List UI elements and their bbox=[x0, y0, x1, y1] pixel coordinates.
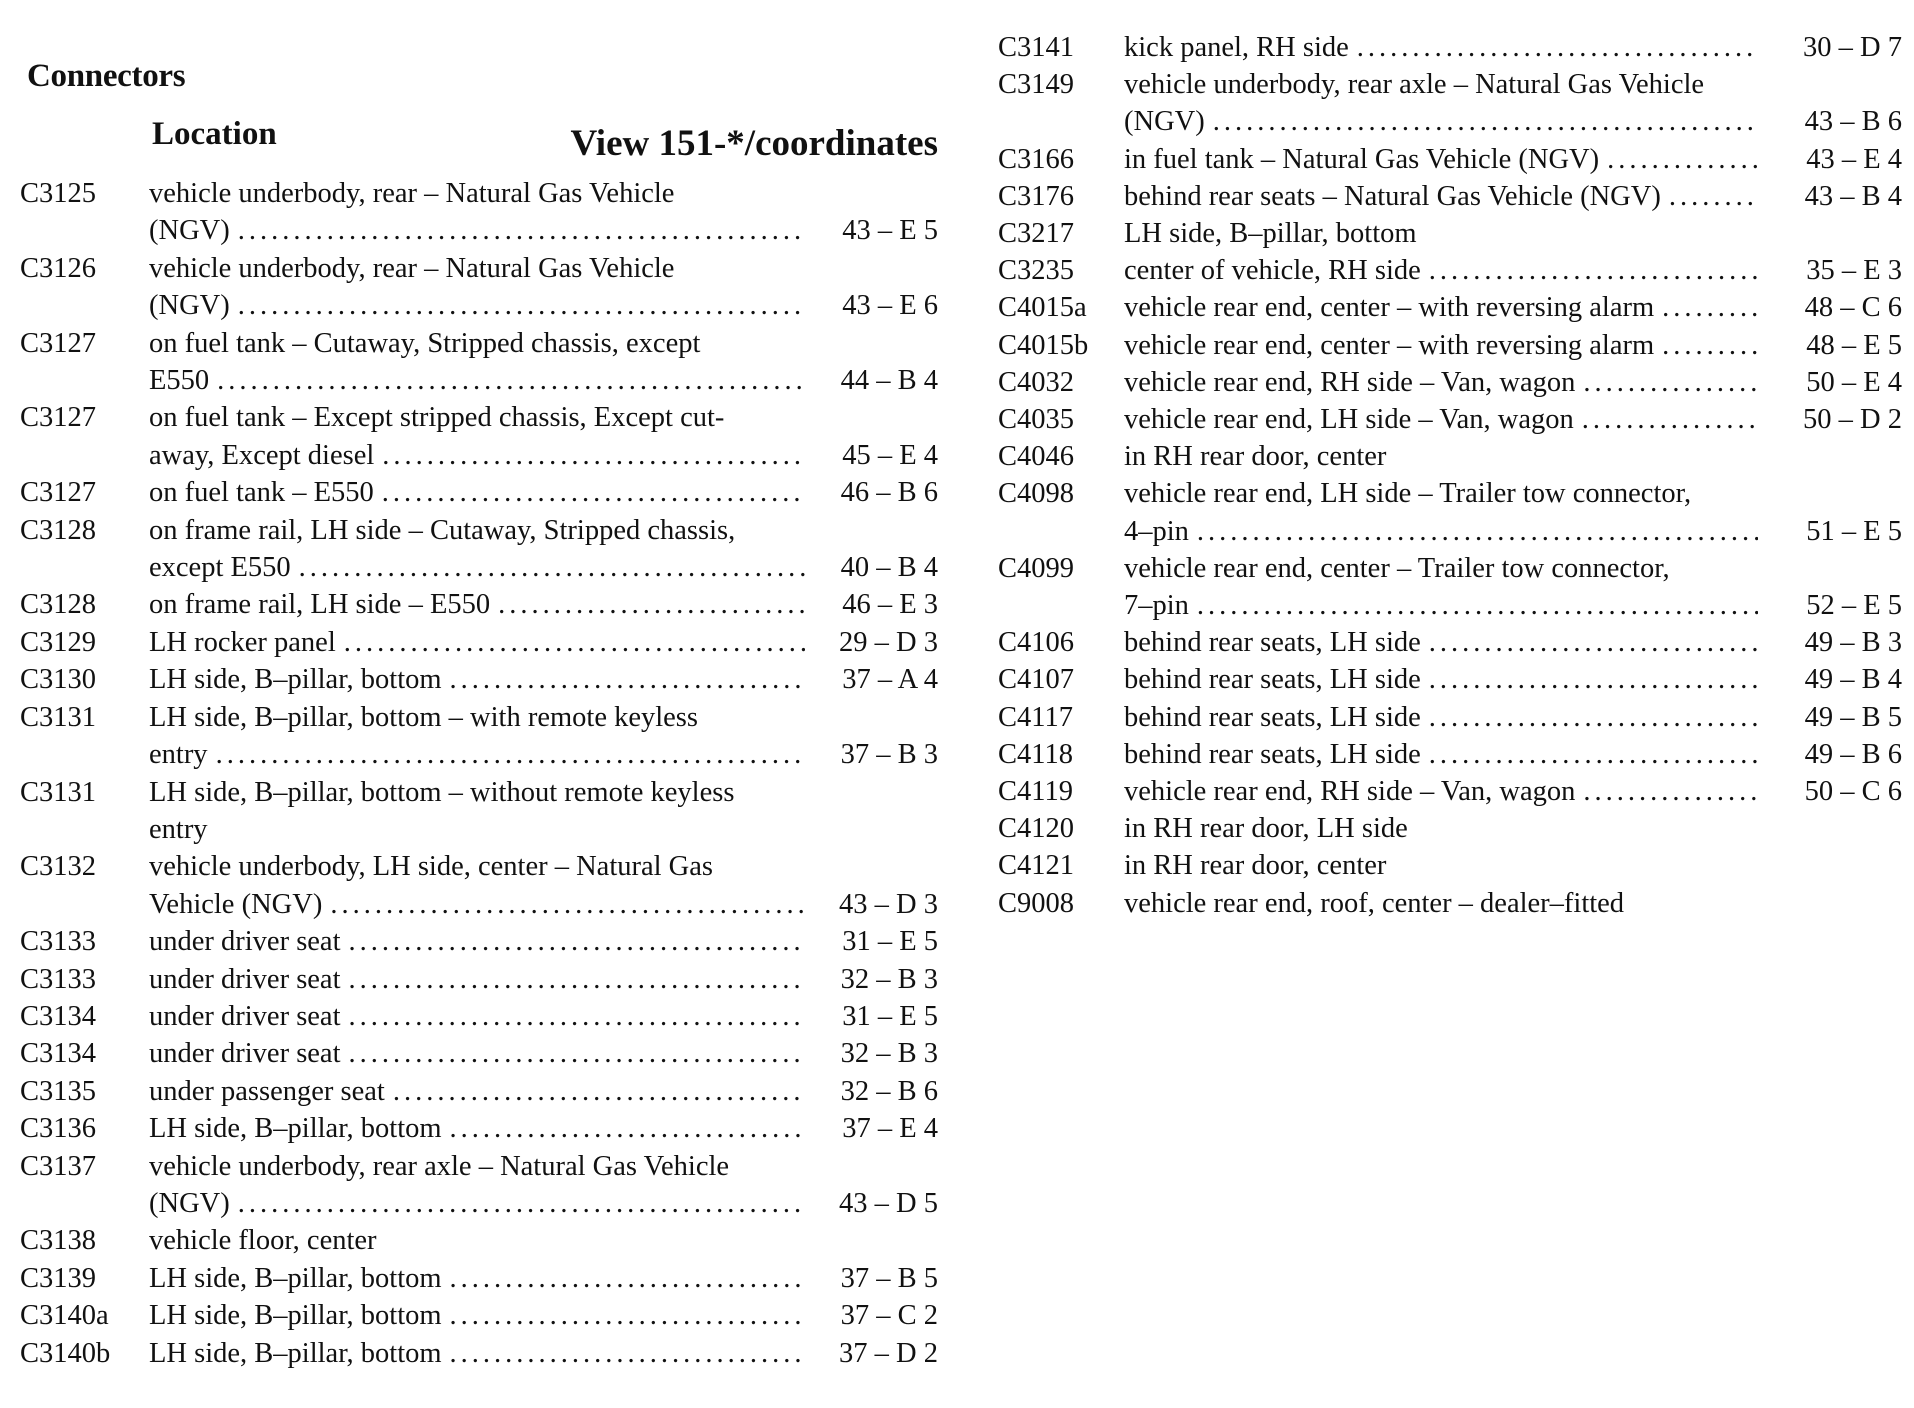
view-coordinate: 46 – E 3 bbox=[842, 589, 938, 621]
connector-location bbox=[1124, 29, 1762, 66]
connector-id: C4098 bbox=[998, 478, 1075, 510]
view-coordinate: 43 – E 4 bbox=[1806, 143, 1902, 175]
connector-entry bbox=[20, 1222, 940, 1259]
location-text-line: LH rocker panel bbox=[149, 626, 336, 658]
connector-location bbox=[149, 1073, 809, 1110]
dot-leader bbox=[349, 998, 806, 1035]
location-text-line: in fuel tank – Natural Gas Vehicle (NGV) bbox=[1124, 143, 1600, 175]
location-text-line: vehicle underbody, rear axle – Natural Gas Vehicle bbox=[149, 1150, 730, 1182]
connector-id: C3141 bbox=[998, 32, 1075, 63]
location-text-line: vehicle underbody, rear – Natural Gas Vehicle bbox=[149, 252, 675, 284]
dot-leader bbox=[450, 1297, 805, 1334]
connector-entry bbox=[998, 624, 1904, 661]
connector-id: C4117 bbox=[998, 701, 1073, 733]
connector-id: C3136 bbox=[20, 1113, 97, 1145]
connector-entry bbox=[20, 1073, 940, 1110]
connector-entry bbox=[20, 998, 940, 1035]
dot-leader bbox=[1429, 736, 1758, 773]
connector-id: C4015b bbox=[998, 329, 1089, 361]
location-text-line: (NGV) bbox=[149, 215, 230, 247]
connector-entry bbox=[998, 550, 1904, 624]
location-text-line: vehicle rear end, center – Trailer tow connector, bbox=[1124, 552, 1670, 584]
view-coordinate: 49 – B 4 bbox=[1804, 664, 1902, 696]
view-coordinate: 49 – B 6 bbox=[1804, 738, 1902, 770]
connector-location bbox=[149, 961, 809, 998]
page-title: Connectors bbox=[27, 58, 186, 94]
location-text-line: vehicle underbody, rear axle – Natural Gas Vehicle bbox=[1124, 69, 1705, 101]
dot-leader bbox=[382, 437, 805, 474]
connector-entry bbox=[998, 289, 1904, 326]
location-text-line: vehicle rear end, roof, center – dealer–fitted bbox=[1124, 887, 1625, 919]
connector-id: C3140a bbox=[20, 1300, 109, 1332]
connector-entry bbox=[998, 699, 1904, 736]
connector-entry bbox=[998, 810, 1904, 847]
view-coordinate: 30 – D 7 bbox=[1803, 32, 1902, 63]
connector-entry bbox=[998, 327, 1904, 364]
location-text-line: entry bbox=[149, 739, 208, 771]
dot-leader bbox=[1583, 364, 1758, 401]
connector-entry bbox=[20, 624, 940, 661]
location-text-line: on fuel tank – Cutaway, Stripped chassis, except bbox=[149, 327, 701, 359]
connector-location bbox=[1124, 401, 1762, 438]
connector-location bbox=[1124, 624, 1762, 661]
connector-location bbox=[1124, 550, 1762, 624]
location-text-line: under driver seat bbox=[149, 1038, 341, 1070]
view-coordinate: 52 – E 5 bbox=[1806, 590, 1902, 622]
connector-entry bbox=[998, 885, 1904, 922]
connector-id: C3127 bbox=[20, 477, 97, 509]
connector-location bbox=[1124, 475, 1762, 549]
connector-id: C3166 bbox=[998, 143, 1075, 175]
view-coordinates-column-header: View 151-*/coordinates bbox=[570, 123, 938, 164]
view-coordinate: 43 – E 6 bbox=[842, 290, 938, 322]
location-text-line: 4–pin bbox=[1124, 515, 1189, 547]
connector-id: C3135 bbox=[20, 1075, 97, 1107]
connector-entry bbox=[998, 29, 1904, 66]
dot-leader bbox=[1583, 773, 1758, 810]
location-text-line: in RH rear door, center bbox=[1124, 850, 1387, 882]
location-text-line: in RH rear door, LH side bbox=[1124, 813, 1408, 845]
connector-id: C3131 bbox=[20, 776, 97, 808]
connector-location bbox=[1124, 66, 1762, 140]
connector-location bbox=[1124, 438, 1762, 475]
dot-leader bbox=[299, 549, 805, 586]
dot-leader bbox=[1662, 327, 1758, 364]
connector-location bbox=[1124, 885, 1762, 922]
location-text-line: behind rear seats, LH side bbox=[1124, 627, 1421, 659]
connector-id: C3126 bbox=[20, 252, 97, 284]
connector-location bbox=[1124, 661, 1762, 698]
view-coordinate: 35 – E 3 bbox=[1806, 255, 1902, 287]
connector-id: C3127 bbox=[20, 402, 97, 434]
connector-location bbox=[149, 661, 809, 698]
dot-leader bbox=[393, 1073, 805, 1110]
connector-id: C4118 bbox=[998, 738, 1073, 770]
dot-leader bbox=[382, 474, 805, 511]
connector-location bbox=[149, 474, 809, 511]
view-coordinate: 37 – B 3 bbox=[840, 739, 938, 771]
connector-entry bbox=[20, 512, 940, 587]
connector-id: C3137 bbox=[20, 1150, 97, 1182]
view-coordinate: 43 – B 4 bbox=[1804, 180, 1902, 212]
location-text-line: except E550 bbox=[149, 552, 291, 584]
location-text-line: LH side, B–pillar, bottom bbox=[149, 1113, 442, 1145]
view-coordinate: 37 – C 2 bbox=[840, 1300, 938, 1332]
connector-entry bbox=[20, 1035, 940, 1072]
connector-location bbox=[149, 998, 809, 1035]
connector-location bbox=[149, 1335, 809, 1372]
view-coordinate: 31 – E 5 bbox=[842, 1000, 938, 1032]
location-text-line: on frame rail, LH side – Cutaway, Stripped chassis, bbox=[149, 514, 736, 546]
connector-location bbox=[1124, 773, 1762, 810]
location-text-line: vehicle rear end, RH side – Van, wagon bbox=[1124, 776, 1576, 808]
view-coordinate: 37 – B 5 bbox=[840, 1262, 938, 1294]
dot-leader bbox=[349, 1035, 806, 1072]
view-coordinate: 45 – E 4 bbox=[842, 439, 938, 471]
location-text-line: vehicle underbody, LH side, center – Natural Gas bbox=[149, 851, 713, 883]
connector-entry bbox=[20, 699, 940, 774]
connector-entry bbox=[20, 474, 940, 511]
connector-entry bbox=[20, 1110, 940, 1147]
location-text-line: behind rear seats, LH side bbox=[1124, 664, 1421, 696]
view-coordinate: 32 – B 6 bbox=[840, 1075, 938, 1107]
connector-entry bbox=[20, 961, 940, 998]
location-text-line: vehicle floor, center bbox=[149, 1225, 377, 1257]
connector-id: C3128 bbox=[20, 514, 97, 546]
connector-id: C3217 bbox=[998, 218, 1075, 250]
location-text-line: vehicle rear end, RH side – Van, wagon bbox=[1124, 366, 1576, 398]
connector-list-right bbox=[998, 29, 1904, 922]
connector-id: C3134 bbox=[20, 1038, 97, 1070]
dot-leader bbox=[349, 923, 806, 960]
dot-leader bbox=[330, 886, 805, 923]
connector-id: C3132 bbox=[20, 851, 97, 883]
connector-location bbox=[149, 1035, 809, 1072]
location-column-header: Location bbox=[152, 116, 277, 152]
location-text-line: under driver seat bbox=[149, 926, 341, 958]
location-text-line: center of vehicle, RH side bbox=[1124, 255, 1421, 287]
connector-entry bbox=[20, 175, 940, 250]
view-coordinate: 49 – B 3 bbox=[1804, 627, 1902, 659]
location-text-line: LH side, B–pillar, bottom bbox=[149, 1300, 442, 1332]
dot-leader bbox=[1429, 252, 1758, 289]
connector-id: C3133 bbox=[20, 963, 97, 995]
connector-entry bbox=[998, 401, 1904, 438]
view-coordinate: 31 – E 5 bbox=[842, 926, 938, 958]
location-text-line: (NGV) bbox=[149, 1187, 230, 1219]
connector-id: C3131 bbox=[20, 701, 97, 733]
location-text-line: vehicle underbody, rear – Natural Gas Vehicle bbox=[149, 178, 675, 209]
dot-leader bbox=[450, 661, 805, 698]
location-text-line: 7–pin bbox=[1124, 590, 1189, 622]
dot-leader bbox=[498, 586, 805, 623]
connector-entry bbox=[20, 923, 940, 960]
dot-leader bbox=[1429, 661, 1758, 698]
location-text-line: away, Except diesel bbox=[149, 439, 375, 471]
location-text-line: in RH rear door, center bbox=[1124, 441, 1387, 473]
dot-leader bbox=[450, 1335, 805, 1372]
location-text-line: under driver seat bbox=[149, 1000, 341, 1032]
view-coordinate: 37 – A 4 bbox=[842, 664, 938, 696]
view-coordinate: 37 – E 4 bbox=[842, 1113, 938, 1145]
dot-leader bbox=[238, 212, 805, 249]
connector-id: C4032 bbox=[998, 366, 1075, 398]
connector-entry bbox=[20, 661, 940, 698]
connector-location bbox=[1124, 364, 1762, 401]
connector-location bbox=[149, 1260, 809, 1297]
connector-id: C4120 bbox=[998, 813, 1075, 845]
view-coordinate: 51 – E 5 bbox=[1806, 515, 1902, 547]
connector-id: C4107 bbox=[998, 664, 1075, 696]
connector-location bbox=[1124, 289, 1762, 326]
connector-id: C3140b bbox=[20, 1337, 111, 1369]
location-text-line: LH side, B–pillar, bottom – with remote keyless bbox=[149, 701, 698, 733]
location-text-line: LH side, B–pillar, bottom bbox=[149, 664, 442, 696]
dot-leader bbox=[238, 1185, 805, 1222]
location-text-line: (NGV) bbox=[1124, 106, 1205, 138]
connector-entry bbox=[20, 1148, 940, 1223]
connector-location bbox=[1124, 327, 1762, 364]
connector-id: C4099 bbox=[998, 552, 1075, 584]
location-text-line: LH side, B–pillar, bottom bbox=[1124, 218, 1417, 250]
connector-location bbox=[149, 512, 809, 587]
dot-leader bbox=[1429, 624, 1758, 661]
location-text-line: Vehicle (NGV) bbox=[149, 888, 323, 920]
connector-entry bbox=[998, 847, 1904, 884]
location-text-line: behind rear seats – Natural Gas Vehicle (NGV) bbox=[1124, 180, 1661, 212]
connector-id: C3138 bbox=[20, 1225, 97, 1257]
view-coordinate: 50 – E 4 bbox=[1806, 366, 1902, 398]
connector-entry bbox=[20, 774, 940, 849]
view-coordinate: 37 – D 2 bbox=[839, 1337, 938, 1369]
connector-id: C3133 bbox=[20, 926, 97, 958]
dot-leader bbox=[1662, 289, 1758, 326]
connector-entry bbox=[998, 215, 1904, 252]
connector-location bbox=[149, 250, 809, 325]
location-text-line: behind rear seats, LH side bbox=[1124, 701, 1421, 733]
connector-entry bbox=[998, 661, 1904, 698]
connector-id: C3128 bbox=[20, 589, 97, 621]
connector-entry bbox=[998, 66, 1904, 140]
connector-location bbox=[1124, 215, 1762, 252]
view-coordinate: 32 – B 3 bbox=[840, 1038, 938, 1070]
connector-list-left bbox=[20, 175, 940, 1372]
connector-location bbox=[1124, 141, 1762, 178]
dot-leader bbox=[217, 362, 805, 399]
connector-entry bbox=[20, 250, 940, 325]
connector-id: C3125 bbox=[20, 178, 97, 209]
connector-entry bbox=[998, 773, 1904, 810]
view-coordinate: 48 – C 6 bbox=[1804, 292, 1902, 324]
location-text-line: vehicle rear end, LH side – Trailer tow connector, bbox=[1124, 478, 1692, 510]
dot-leader bbox=[349, 961, 806, 998]
connector-entry bbox=[20, 848, 940, 923]
connector-location bbox=[149, 699, 809, 774]
connector-entry bbox=[20, 399, 940, 474]
connector-entry bbox=[20, 1260, 940, 1297]
connector-id: C4106 bbox=[998, 627, 1075, 659]
location-text-line: kick panel, RH side bbox=[1124, 32, 1349, 63]
connector-location bbox=[149, 774, 809, 849]
connector-entry bbox=[998, 364, 1904, 401]
connector-entry bbox=[998, 475, 1904, 549]
connector-id: C3139 bbox=[20, 1262, 97, 1294]
dot-leader bbox=[1213, 103, 1758, 140]
connector-location bbox=[149, 1148, 809, 1223]
location-text-line: on fuel tank – Except stripped chassis, Except cut- bbox=[149, 402, 725, 434]
connector-location bbox=[149, 1110, 809, 1147]
connector-id: C3134 bbox=[20, 1000, 97, 1032]
view-coordinate: 40 – B 4 bbox=[840, 552, 938, 584]
connector-location bbox=[149, 848, 809, 923]
connector-entry bbox=[20, 1297, 940, 1334]
connector-location bbox=[1124, 736, 1762, 773]
dot-leader bbox=[1582, 401, 1758, 438]
view-coordinate: 43 – D 3 bbox=[839, 888, 938, 920]
connector-entry bbox=[998, 178, 1904, 215]
connector-id: C3130 bbox=[20, 664, 97, 696]
connector-location bbox=[1124, 810, 1762, 847]
view-coordinate: 29 – D 3 bbox=[839, 626, 938, 658]
view-coordinate: 46 – B 6 bbox=[840, 477, 938, 509]
dot-leader bbox=[450, 1260, 805, 1297]
connector-entry bbox=[20, 325, 940, 400]
dot-leader bbox=[1357, 29, 1758, 66]
connector-id: C4121 bbox=[998, 850, 1075, 882]
dot-leader bbox=[216, 736, 805, 773]
connector-id: C4015a bbox=[998, 292, 1087, 324]
location-text-line: on fuel tank – E550 bbox=[149, 477, 374, 509]
location-text-line: vehicle rear end, center – with reversing alarm bbox=[1124, 329, 1655, 361]
connector-location bbox=[149, 923, 809, 960]
connector-id: C3176 bbox=[998, 180, 1075, 212]
connector-id: C3127 bbox=[20, 327, 97, 359]
location-text-line: LH side, B–pillar, bottom – without remote keyless bbox=[149, 776, 735, 808]
dot-leader bbox=[238, 287, 805, 324]
location-text-line: (NGV) bbox=[149, 290, 230, 322]
dot-leader bbox=[344, 624, 805, 661]
location-text-line: vehicle rear end, center – with reversing alarm bbox=[1124, 292, 1655, 324]
connector-entry bbox=[20, 586, 940, 623]
connector-id: C3235 bbox=[998, 255, 1075, 287]
view-coordinate: 49 – B 5 bbox=[1804, 701, 1902, 733]
connector-entry bbox=[20, 1335, 940, 1372]
connector-location bbox=[149, 175, 809, 250]
connector-location bbox=[1124, 252, 1762, 289]
connector-location bbox=[1124, 178, 1762, 215]
view-coordinate: 48 – E 5 bbox=[1806, 329, 1902, 361]
connector-id: C9008 bbox=[998, 887, 1075, 919]
connector-location bbox=[1124, 847, 1762, 884]
location-text-line: vehicle rear end, LH side – Van, wagon bbox=[1124, 404, 1574, 436]
dot-leader bbox=[1429, 699, 1758, 736]
connector-location bbox=[1124, 699, 1762, 736]
connector-id: C4046 bbox=[998, 441, 1075, 473]
connector-id: C3149 bbox=[998, 69, 1075, 101]
location-text-line: entry bbox=[149, 813, 208, 845]
connector-id: C4119 bbox=[998, 776, 1073, 808]
connector-entry bbox=[998, 141, 1904, 178]
connector-id: C3129 bbox=[20, 626, 97, 658]
dot-leader bbox=[1607, 141, 1758, 178]
view-coordinate: 50 – D 2 bbox=[1803, 404, 1902, 436]
dot-leader bbox=[1197, 513, 1758, 550]
location-text-line: under driver seat bbox=[149, 963, 341, 995]
connector-id: C4035 bbox=[998, 404, 1075, 436]
location-text-line: LH side, B–pillar, bottom bbox=[149, 1262, 442, 1294]
location-text-line: under passenger seat bbox=[149, 1075, 385, 1107]
view-coordinate: 43 – E 5 bbox=[842, 215, 938, 247]
connector-entry bbox=[998, 736, 1904, 773]
view-coordinate: 50 – C 6 bbox=[1804, 776, 1902, 808]
connector-location bbox=[149, 1297, 809, 1334]
connector-location bbox=[149, 399, 809, 474]
dot-leader bbox=[1197, 587, 1758, 624]
location-text-line: E550 bbox=[149, 365, 210, 397]
connector-location bbox=[149, 325, 809, 400]
connector-location bbox=[149, 1222, 809, 1259]
view-coordinate: 43 – B 6 bbox=[1804, 106, 1902, 138]
view-coordinate: 44 – B 4 bbox=[840, 365, 938, 397]
connector-entry bbox=[998, 438, 1904, 475]
location-text-line: behind rear seats, LH side bbox=[1124, 738, 1421, 770]
view-coordinate: 32 – B 3 bbox=[840, 963, 938, 995]
connector-location bbox=[149, 586, 809, 623]
view-coordinate: 43 – D 5 bbox=[839, 1187, 938, 1219]
location-text-line: on frame rail, LH side – E550 bbox=[149, 589, 491, 621]
dot-leader bbox=[1669, 178, 1758, 215]
connector-entry bbox=[998, 252, 1904, 289]
location-text-line: LH side, B–pillar, bottom bbox=[149, 1337, 442, 1369]
dot-leader bbox=[450, 1110, 805, 1147]
connector-location bbox=[149, 624, 809, 661]
